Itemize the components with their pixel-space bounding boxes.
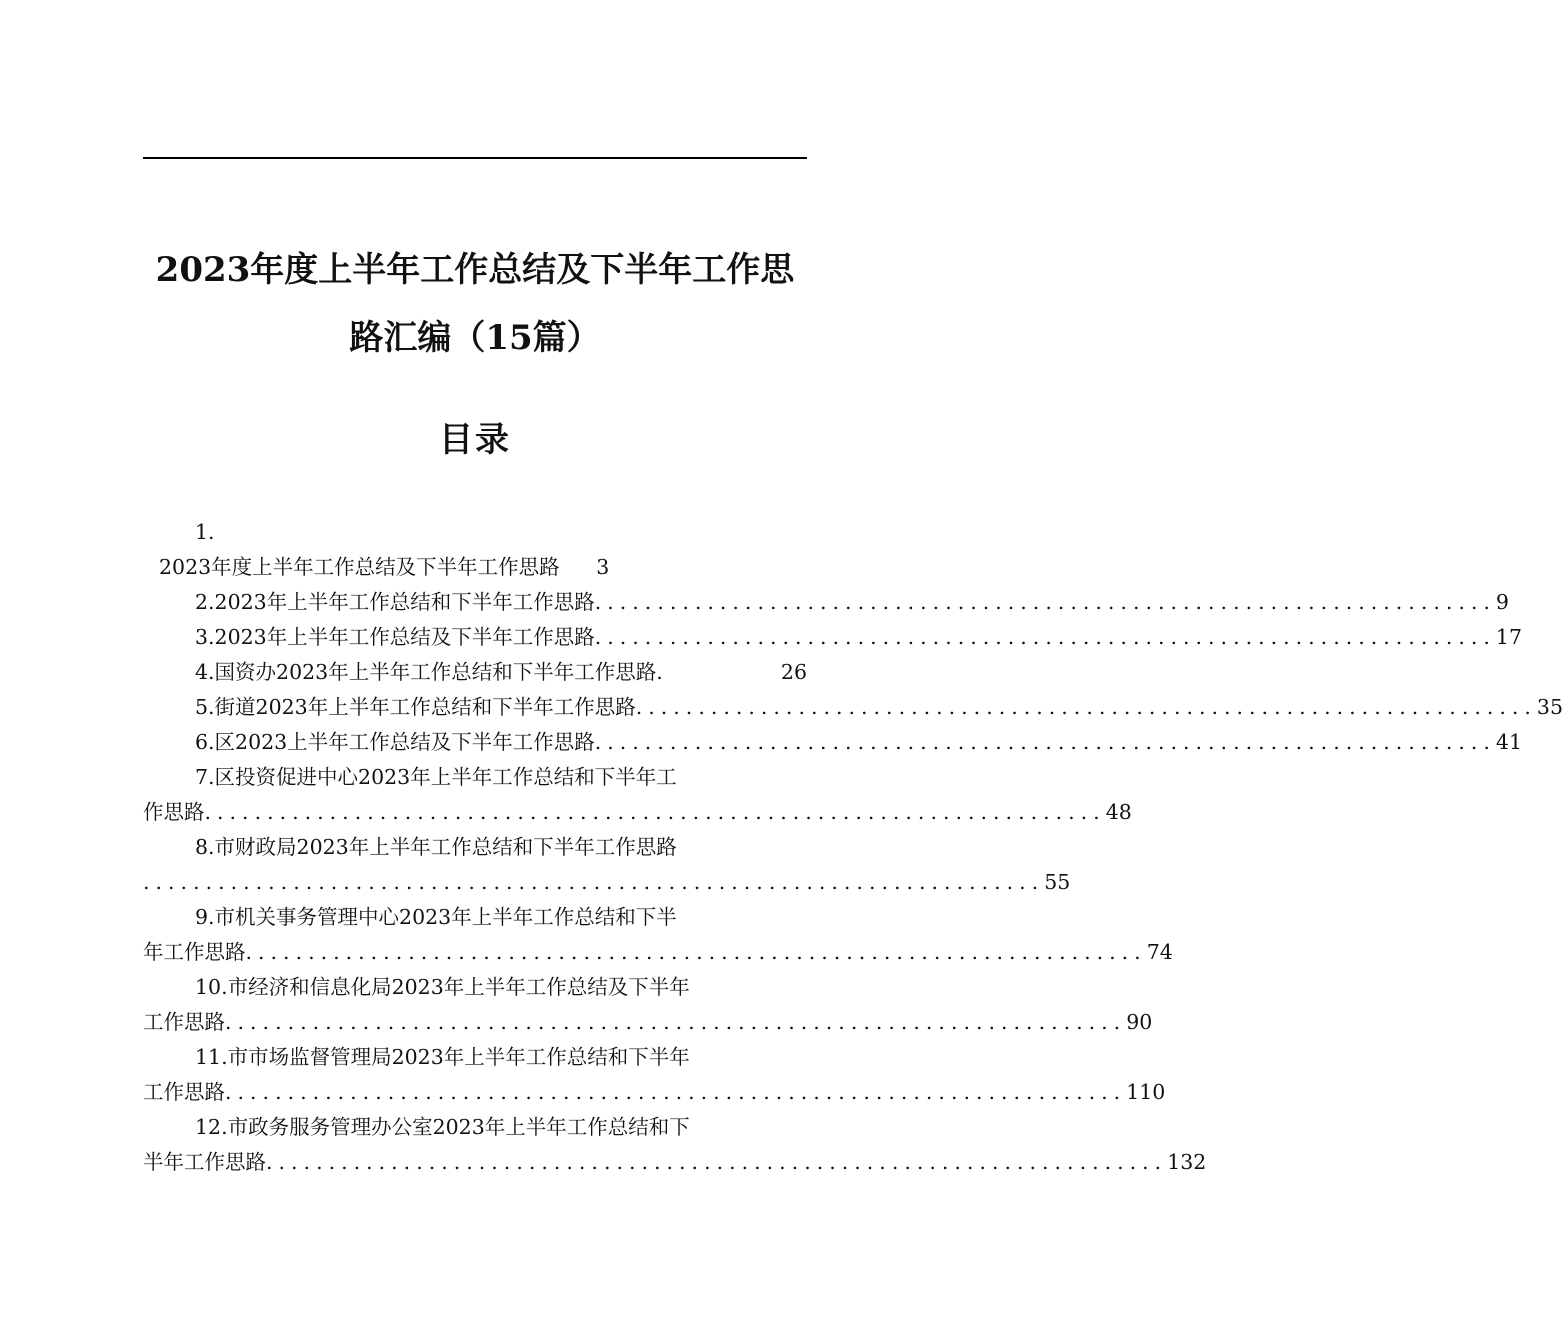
toc-entry-2-text: 2.2023年上半年工作总结和下半年工作思路: [195, 590, 595, 614]
toc-entry-7-text-cont: 作思路: [143, 800, 205, 824]
toc-entry-6-text: 6.区2023上半年工作总结及下半年工作思路: [195, 730, 595, 754]
toc-entry-8-page: 55: [1044, 870, 1071, 894]
toc-entry-1[interactable]: [143, 552, 823, 582]
toc-entry-5-page: 35: [1536, 695, 1563, 719]
toc-entry-9-text-cont: 年工作思路: [143, 940, 246, 964]
toc-entry-10-line-2[interactable]: [143, 1007, 1153, 1037]
toc-entry-8-line-1[interactable]: [143, 832, 807, 862]
toc-entry-2[interactable]: [143, 587, 1509, 617]
toc-entry-12-text: 12.市政务服务管理办公室2023年上半年工作总结和下: [195, 1115, 690, 1139]
toc-entry-6-page: 41: [1495, 730, 1523, 754]
toc-entry-10-line-1[interactable]: [143, 972, 807, 1002]
toc-heading: 目录: [439, 420, 511, 460]
toc-leader-dots: ........................................................................: [594, 590, 1496, 614]
document-title-line-2: 路汇编（15篇）: [349, 318, 601, 358]
toc-entry-7-page: 48: [1105, 800, 1132, 824]
toc-entry-11-line-2[interactable]: [143, 1077, 1166, 1107]
toc-entry-7-line-2[interactable]: [143, 797, 1132, 827]
toc-leader-dots: ........................................................................: [225, 1010, 1127, 1034]
toc-leader-dots: ........................................................................: [225, 1080, 1127, 1104]
toc-leader-dots: ........................................................................: [635, 695, 1537, 719]
toc-entry-11-text: 11.市市场监督管理局2023年上半年工作总结和下半年: [195, 1045, 690, 1069]
toc-entry-3[interactable]: [143, 622, 1523, 652]
toc-entry-11-line-1[interactable]: [143, 1042, 807, 1072]
header-rule: [143, 157, 807, 159]
toc-leader-dots: ........................................................................: [204, 800, 1106, 824]
toc-entry-7-line-1[interactable]: [143, 762, 807, 792]
toc-leader-dots: ........................................................................: [594, 730, 1496, 754]
toc-entry-8-text: 8.市财政局2023年上半年工作总结和下半年工作思路: [195, 835, 677, 859]
toc-entry-11-text-cont: 工作思路: [143, 1080, 225, 1104]
toc-leader-dots: ........................................................................: [143, 870, 1045, 894]
toc-entry-1-text: 2023年度上半年工作总结及下半年工作思路: [159, 555, 560, 579]
toc-entry-7-text: 7.区投资促进中心2023年上半年工作总结和下半年工: [195, 765, 677, 789]
toc-entry-5[interactable]: [143, 692, 1563, 722]
toc-leader-dots: ........................................................................: [594, 625, 1496, 649]
toc-entry-3-text: 3.2023年上半年工作总结及下半年工作思路: [195, 625, 595, 649]
toc-entry-8-line-2[interactable]: [143, 867, 1071, 897]
toc-entry-1-page: 3: [596, 555, 610, 579]
toc-entry-4-page: 26: [780, 660, 807, 684]
toc-entry-4-text: 4.国资办2023年上半年工作总结和下半年工作思路.: [195, 660, 663, 684]
toc-entry-6[interactable]: [143, 727, 1523, 757]
toc-entry-9-line-1[interactable]: [143, 902, 807, 932]
toc-entry-11-page: 110: [1126, 1080, 1166, 1104]
toc-entry-9-page: 74: [1146, 940, 1173, 964]
toc-entry-9-line-2[interactable]: [143, 937, 1173, 967]
toc-entry-10-text-cont: 工作思路: [143, 1010, 225, 1034]
toc-entry-12-line-2[interactable]: [143, 1147, 1207, 1177]
toc-entry-3-page: 17: [1495, 625, 1523, 649]
toc-entry-12-text-cont: 半年工作思路: [143, 1150, 266, 1174]
toc-entry-2-page: 9: [1495, 590, 1509, 614]
toc-entry-10-page: 90: [1126, 1010, 1153, 1034]
toc-leader-dots: ........................................................................: [266, 1150, 1168, 1174]
toc-entry-4[interactable]: [143, 657, 807, 687]
toc-entry-12-page: 132: [1167, 1150, 1207, 1174]
toc-entry-9-text: 9.市机关事务管理中心2023年上半年工作总结和下半: [195, 905, 677, 929]
toc-entry-1-number[interactable]: 1.: [195, 520, 215, 544]
document-title-line-1: 2023年度上半年工作总结及下半年工作思: [155, 250, 795, 290]
toc-leader-dots: ........................................................................: [245, 940, 1147, 964]
toc-entry-5-text: 5.街道2023年上半年工作总结和下半年工作思路: [195, 695, 636, 719]
toc-entry-12-line-1[interactable]: [143, 1112, 807, 1142]
toc-entry-10-text: 10.市经济和信息化局2023年上半年工作总结及下半年: [195, 975, 690, 999]
